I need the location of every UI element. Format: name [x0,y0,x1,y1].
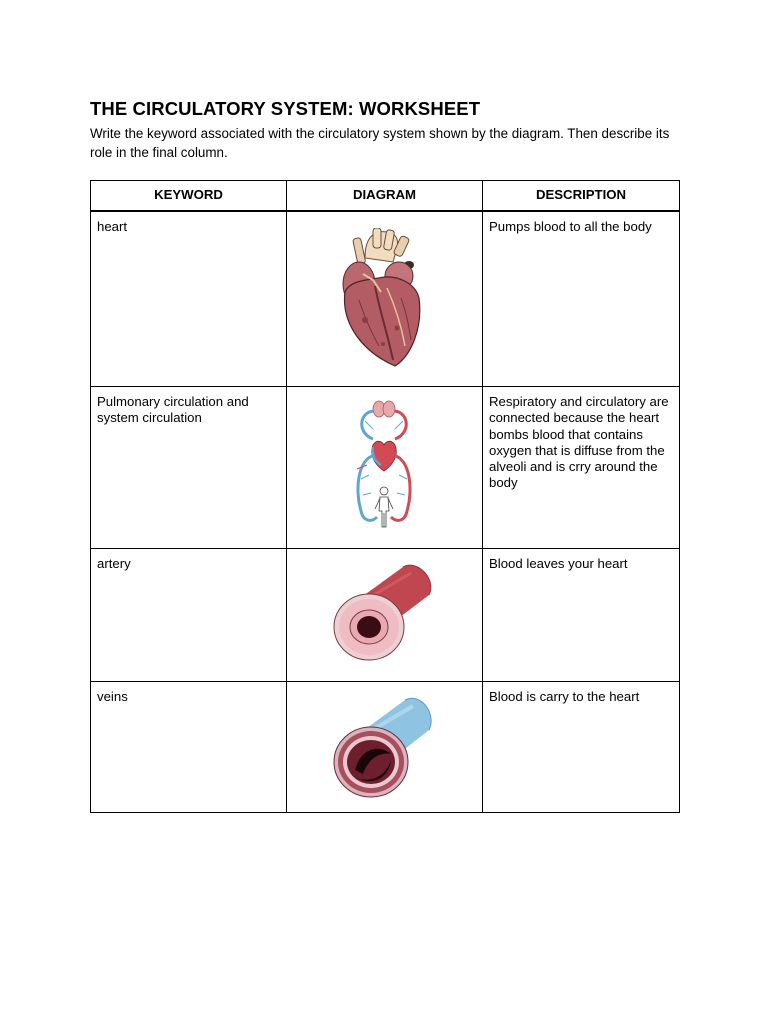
description-text: Respiratory and circulatory are connected because the heart bombs blood that contains oxygen that is diffuse from the alveoli and is crry around the body [489,394,669,491]
description-cell [483,387,680,549]
keyword-text: Pulmonary circulation and system circulation [97,394,249,426]
keyword-text: veins [97,689,128,704]
worksheet-page [90,96,680,704]
diagram-cell [287,211,483,387]
header-keyword: KEYWORD [91,181,287,212]
artery-cross-section-illustration [333,561,437,665]
diagram-cell [287,682,483,813]
keyword-cell [91,387,287,549]
description-cell [483,211,680,387]
description-cell [483,549,680,682]
circulation-loop-illustration [353,399,415,531]
keyword-cell [91,211,287,387]
table-header-row [91,181,680,212]
keyword-text: heart [97,219,128,234]
keyword-cell [91,549,287,682]
worksheet-instructions: Write the keyword associated with the circulatory system shown by the diagram. Then describe its role in the final column. [90,126,670,160]
description-cell [483,682,680,813]
description-text: Blood is carry to the heart [489,689,640,704]
header-description: DESCRIPTION [483,181,680,212]
diagram-cell [287,387,483,549]
description-text: Pumps blood to all the body [489,219,652,234]
worksheet-table [90,180,680,813]
table-row [91,549,680,682]
table-row [91,682,680,813]
table-row [91,387,680,549]
header-diagram: DIAGRAM [287,181,483,212]
keyword-text: artery [97,556,131,571]
description-text: Blood leaves your heart [489,556,628,571]
vein-cross-section-illustration [333,694,437,800]
worksheet-title: THE CIRCULATORY SYSTEM: WORKSHEET [90,98,481,119]
table-row [91,211,680,387]
keyword-cell [91,682,287,813]
heart-illustration [335,228,427,368]
diagram-cell [287,549,483,682]
